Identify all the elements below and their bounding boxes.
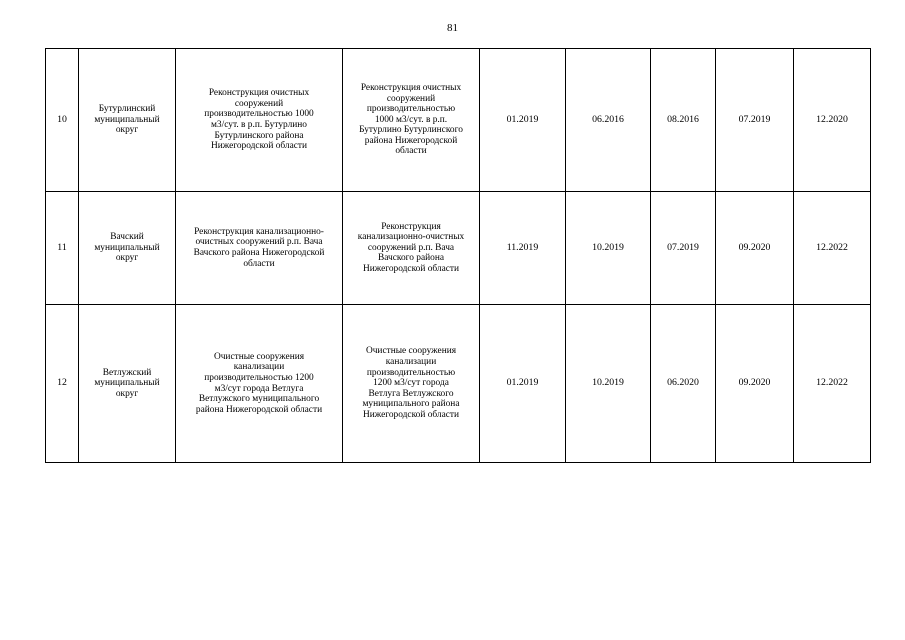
date-cell: 07.2019: [716, 49, 794, 192]
date-cell: 09.2020: [716, 305, 794, 463]
object-name-cell: Очистные сооружения канализации производительностью 1200 м3/сут города Ветлуга Ветлужского муниципального района Нижегородской области: [176, 305, 343, 463]
district-cell: Ветлужский муниципальный округ: [79, 305, 176, 463]
date-cell: 12.2020: [794, 49, 871, 192]
row-index-cell: 12: [46, 305, 79, 463]
object-name-cell: Реконструкция канализационно- очистных сооружений р.п. Вача Вачского района Нижегородской области: [176, 192, 343, 305]
date-cell: 11.2019: [480, 192, 566, 305]
date-cell: 09.2020: [716, 192, 794, 305]
page-number: 81: [447, 22, 458, 34]
date-cell: 06.2016: [566, 49, 651, 192]
row-index-cell: 10: [46, 49, 79, 192]
object-name-cell: Реконструкция очистных сооружений производительностью 1000 м3/сут. в р.п. Бутурлино Бутурлинского района Нижегородской области: [176, 49, 343, 192]
construction-schedule-table: [45, 48, 871, 463]
date-cell: 01.2019: [480, 49, 566, 192]
description-cell: Реконструкция очистных сооружений производительностью 1000 м3/сут. в р.п. Бутурлино Бутурлинского района Нижегородской области: [343, 49, 480, 192]
date-cell: 08.2016: [651, 49, 716, 192]
district-cell: Бутурлинский муниципальный округ: [79, 49, 176, 192]
description-cell: Очистные сооружения канализации производительностью 1200 м3/сут города Ветлуга Ветлужского муниципального района Нижегородской области: [343, 305, 480, 463]
row-index-cell: 11: [46, 192, 79, 305]
date-cell: 10.2019: [566, 305, 651, 463]
district-cell: Вачский муниципальный округ: [79, 192, 176, 305]
table-row: [46, 305, 871, 463]
date-cell: 07.2019: [651, 192, 716, 305]
table-row: [46, 192, 871, 305]
date-cell: 06.2020: [651, 305, 716, 463]
date-cell: 12.2022: [794, 305, 871, 463]
date-cell: 10.2019: [566, 192, 651, 305]
table-row: [46, 49, 871, 192]
date-cell: 01.2019: [480, 305, 566, 463]
description-cell: Реконструкция канализационно-очистных сооружений р.п. Вача Вачского района Нижегородской области: [343, 192, 480, 305]
date-cell: 12.2022: [794, 192, 871, 305]
